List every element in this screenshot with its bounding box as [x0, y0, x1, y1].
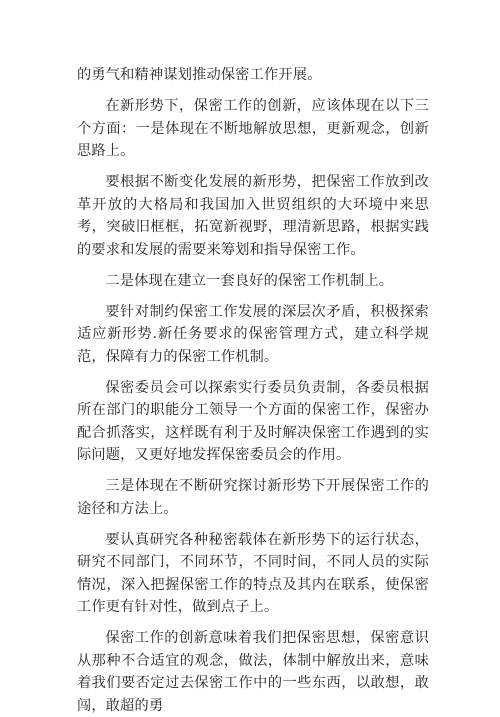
paragraph: 要针对制约保密工作发展的深层次矛盾，积极探索适应新形势.新任务要求的保密管理方式，建立科学规范，保障有力的保密工作机制。: [77, 303, 429, 365]
paragraph: 在新形势下，保密工作的创新，应该体现在以下三个方面：一是体现在不断地解放思想，更新观念，创新思路上。: [77, 98, 429, 159]
paragraph: 二是体现在建立一套良好的保密工作机制上。: [105, 272, 394, 289]
paragraph: 要根据不断变化发展的新形势，把保密工作放到改革开放的大格局和我国加入世贸组织的大环境中来思考，突破旧框框，拓宽新视野，理清新思路，根据实践的要求和发展的需要来筹划和指导保密工作。: [77, 174, 429, 258]
paragraph: 保密工作的创新意味着我们把保密思想，保密意识从那种不合适宜的观念，做法，体制中解放出来，意味着我们要否定过去保密工作中的一些东西，以敢想，敢闯，敢超的勇: [77, 630, 429, 714]
document-body: [77, 64, 429, 717]
paragraph: 保密委员会可以探索实行委员负责制，各委员根据所在部门的职能分工领导一个方面的保密工作，保密办配合抓落实，这样既有利于及时解决保密工作遇到的实际问题，又更好地发挥保密委员会的作用。: [77, 379, 429, 463]
paragraph: 三是体现在不断研究探讨新形势下开展保密工作的途径和方法上。: [77, 478, 429, 517]
paragraph: 的勇气和精神谋划推动保密工作开展。: [77, 67, 322, 83]
paragraph: 要认真研究各种秘密载体在新形势下的运行状态，研究不同部门，不同环节，不同时间，不同人员的实际情况，深入把握保密工作的特点及其内在联系，使保密工作更有针对性，做到点子上。: [77, 531, 429, 615]
